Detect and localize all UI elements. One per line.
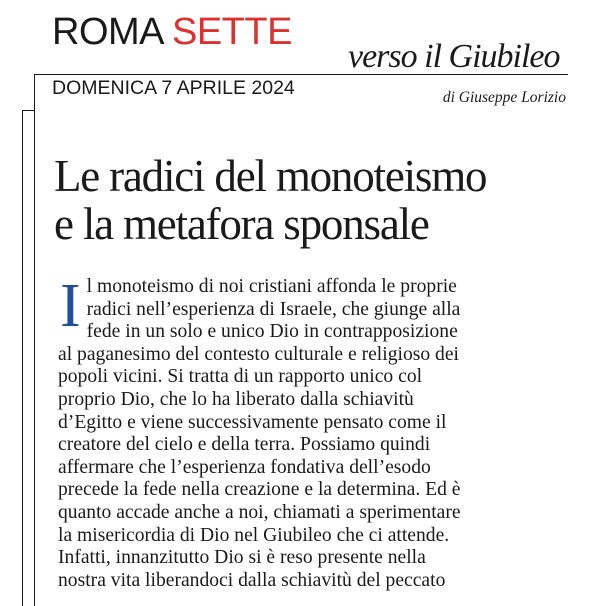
body-line: precede la fede nella creazione e la determina. Ed è <box>58 479 461 501</box>
body-line: affermare che l’esperienza fondativa dell’esodo <box>58 456 431 478</box>
body-line: d’Egitto e viene successivamente pensato come il <box>58 411 447 433</box>
frame-rule-horizontal-outer <box>22 110 34 111</box>
column-rubric: verso il Giubileo <box>348 38 560 75</box>
body-line: nostra vita liberandoci dalla schiavitù del peccato <box>58 569 446 591</box>
masthead-sette: SETTE <box>171 11 292 53</box>
body-line: fede in un solo e unico Dio in contrapposizione <box>86 321 458 343</box>
author-byline: di Giuseppe Lorizio <box>442 89 566 106</box>
body-line: radici nell’esperienza di Israele, che giunge alla <box>86 298 461 320</box>
body-line: Infatti, innanzitutto Dio si è reso presente nella <box>58 547 426 569</box>
body-line: l monoteismo di noi cristiani affonda le proprie <box>86 276 457 297</box>
body-line: quanto accade anche a noi, chiamati a sperimentare <box>58 501 461 523</box>
masthead-roma: ROMA <box>52 11 162 53</box>
body-line: popoli vicini. Si tratta di un rapporto unico col <box>58 366 423 388</box>
issue-date: DOMENICA 7 APRILE 2024 <box>52 77 295 99</box>
body-line: la misericordia di Dio nel Giubileo che ci attende. <box>58 524 450 546</box>
headline-line: e la metafora sponsale <box>54 199 429 249</box>
body-line: proprio Dio, che lo ha liberato dalla schiavitù <box>58 388 414 410</box>
article-headline <box>54 152 584 248</box>
article-body <box>58 272 578 592</box>
frame-rule-vertical-outer <box>22 110 23 606</box>
drop-cap: I <box>60 272 81 340</box>
masthead-title <box>52 12 292 52</box>
body-line: al paganesimo del contesto culturale e religioso dei <box>58 343 459 365</box>
body-line: creatore del cielo e della terra. Possiamo quindi <box>58 434 431 456</box>
frame-rule-vertical <box>34 74 35 606</box>
headline-line: Le radici del monoteismo <box>54 151 487 201</box>
